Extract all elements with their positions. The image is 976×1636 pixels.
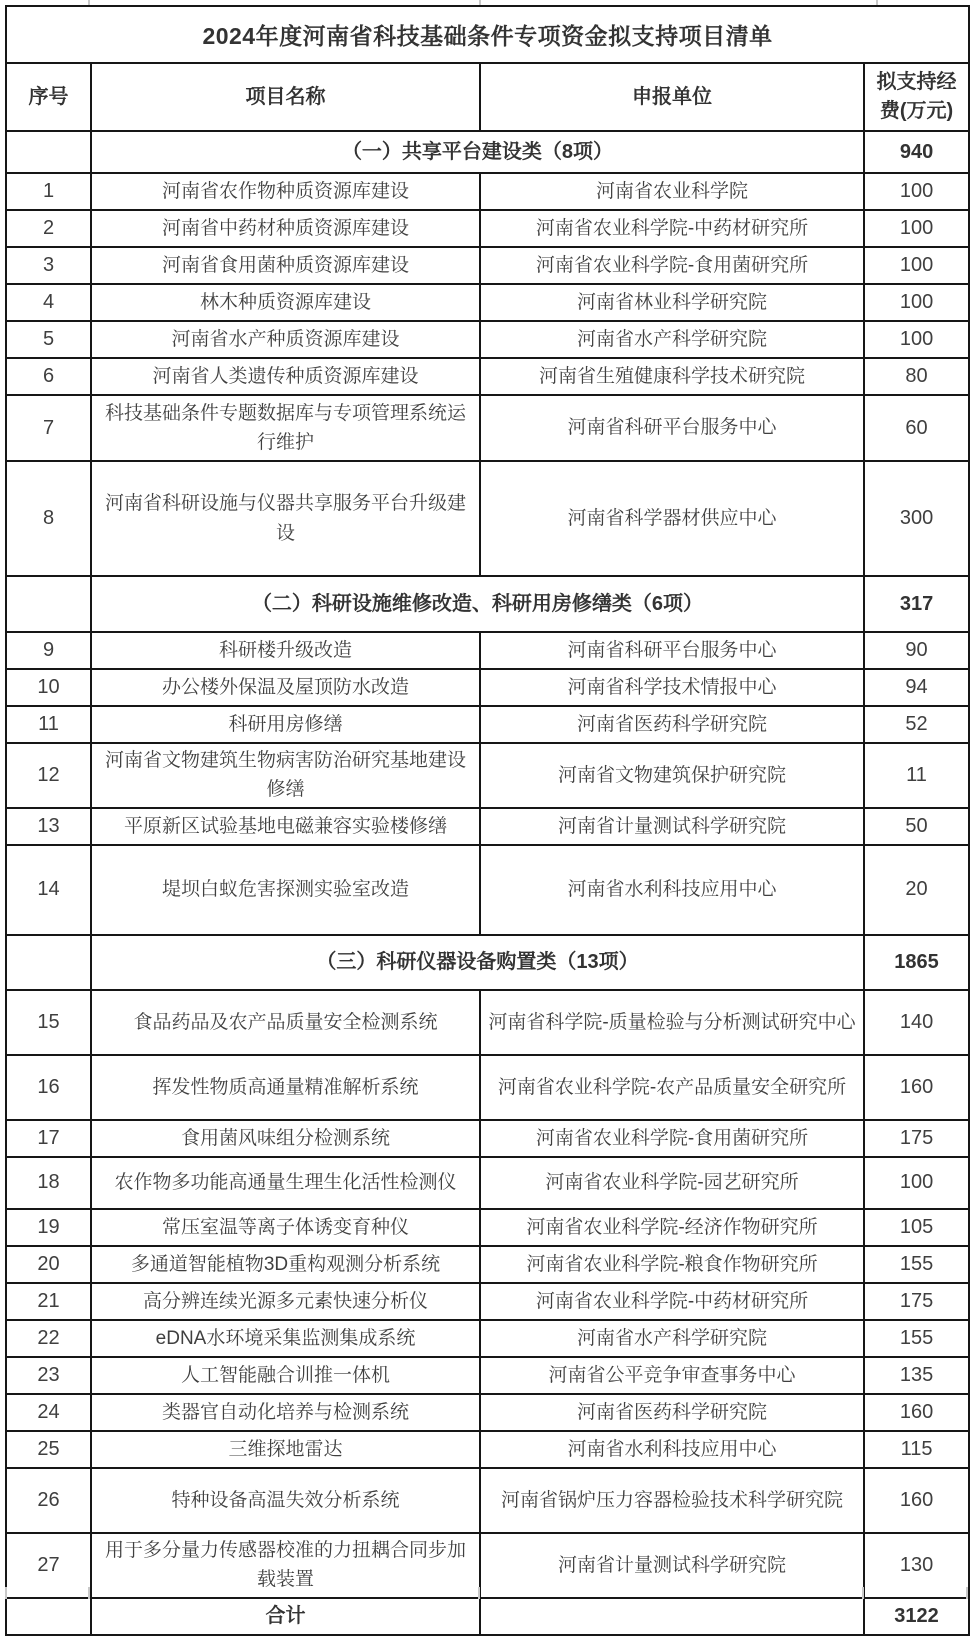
row-no-cell: 22 [6,1320,91,1357]
amount-cell: 100 [864,321,969,358]
project-name-cell: 科技基础条件专题数据库与专项管理系统运行维护 [91,395,480,461]
table-row [6,210,969,247]
applicant-unit-cell: 河南省锅炉压力容器检验技术科学研究院 [480,1468,864,1533]
row-no-cell: 1 [6,173,91,210]
project-name-cell: 高分辨连续光源多元素快速分析仪 [91,1283,480,1320]
amount-cell: 155 [864,1320,969,1357]
total-label: 合计 [91,1598,480,1635]
project-name-cell: 科研楼升级改造 [91,632,480,669]
amount-cell: 140 [864,990,969,1055]
row-no-cell: 10 [6,669,91,706]
row-no-cell: 21 [6,1283,91,1320]
project-name-cell: 河南省科研设施与仪器共享服务平台升级建设 [91,461,480,576]
amount-cell: 100 [864,210,969,247]
amount-cell: 175 [864,1120,969,1157]
project-name-cell: 办公楼外保温及屋顶防水改造 [91,669,480,706]
amount-cell: 100 [864,247,969,284]
row-no-cell: 4 [6,284,91,321]
row-no-cell: 26 [6,1468,91,1533]
amount-cell: 90 [864,632,969,669]
row-no-cell: 27 [6,1533,91,1598]
applicant-unit-cell: 河南省水利科技应用中心 [480,1431,864,1468]
applicant-unit-cell: 河南省农业科学院-食用菌研究所 [480,1120,864,1157]
applicant-unit-cell: 河南省农业科学院-中药材研究所 [480,1283,864,1320]
row-no-cell: 8 [6,461,91,576]
section-subtotal: 317 [864,576,969,632]
table-row [6,632,969,669]
section-header-row [6,576,969,632]
project-name-cell: 食用菌风味组分检测系统 [91,1120,480,1157]
table-row [6,173,969,210]
table-row [6,1320,969,1357]
table-row [6,461,969,576]
applicant-unit-cell: 河南省农业科学院 [480,173,864,210]
row-no-cell: 25 [6,1431,91,1468]
row-no-cell: 5 [6,321,91,358]
funding-table [5,5,970,1636]
col-header-unit: 申报单位 [480,63,864,131]
applicant-unit-cell: 河南省科学器材供应中心 [480,461,864,576]
project-name-cell: 特种设备高温失效分析系统 [91,1468,480,1533]
applicant-unit-cell: 河南省水利科技应用中心 [480,845,864,935]
col-header-amount [864,63,969,131]
applicant-unit-cell: 河南省医药科学研究院 [480,1394,864,1431]
amount-cell: 52 [864,706,969,743]
project-name-cell: 常压室温等离子体诱变育种仪 [91,1209,480,1246]
applicant-unit-cell: 河南省农业科学院-园艺研究所 [480,1157,864,1209]
project-name-cell: 河南省中药材种质资源库建设 [91,210,480,247]
amount-cell: 100 [864,1157,969,1209]
row-no-cell: 18 [6,1157,91,1209]
column-header-row [6,63,969,131]
table-row [6,706,969,743]
project-name-cell: 农作物多功能高通量生理生化活性检测仪 [91,1157,480,1209]
applicant-unit-cell: 河南省农业科学院-食用菌研究所 [480,247,864,284]
table-row [6,990,969,1055]
amount-cell: 300 [864,461,969,576]
amount-cell: 100 [864,173,969,210]
amount-cell: 115 [864,1431,969,1468]
table-row [6,1533,969,1598]
applicant-unit-cell: 河南省生殖健康科学技术研究院 [480,358,864,395]
applicant-unit-cell: 河南省农业科学院-粮食作物研究所 [480,1246,864,1283]
section-label: （二）科研设施维修改造、科研用房修缮类（6项） [91,576,864,632]
row-no-cell: 7 [6,395,91,461]
section-no-cell [6,935,91,990]
amount-cell: 80 [864,358,969,395]
table-row [6,808,969,845]
amount-cell: 105 [864,1209,969,1246]
table-row [6,247,969,284]
row-no-cell: 13 [6,808,91,845]
table-title-row [6,6,969,63]
project-name-cell: 人工智能融合训推一体机 [91,1357,480,1394]
row-no-cell: 14 [6,845,91,935]
applicant-unit-cell: 河南省农业科学院-农产品质量安全研究所 [480,1055,864,1120]
applicant-unit-cell: 河南省水产科学研究院 [480,1320,864,1357]
project-name-cell: 三维探地雷达 [91,1431,480,1468]
project-name-cell: 科研用房修缮 [91,706,480,743]
row-no-cell: 17 [6,1120,91,1157]
amount-cell: 20 [864,845,969,935]
col-header-no: 序号 [6,63,91,131]
total-amount: 3122 [864,1598,969,1635]
project-name-cell: 河南省食用菌种质资源库建设 [91,247,480,284]
applicant-unit-cell: 河南省农业科学院-中药材研究所 [480,210,864,247]
row-no-cell: 16 [6,1055,91,1120]
section-header-row [6,131,969,173]
applicant-unit-cell: 河南省科研平台服务中心 [480,632,864,669]
project-name-cell: eDNA水环境采集监测集成系统 [91,1320,480,1357]
amount-cell: 160 [864,1394,969,1431]
applicant-unit-cell: 河南省公平竞争审查事务中心 [480,1357,864,1394]
row-no-cell: 2 [6,210,91,247]
table-row [6,1246,969,1283]
section-subtotal: 940 [864,131,969,173]
row-no-cell: 19 [6,1209,91,1246]
project-name-cell: 挥发性物质高通量精准解析系统 [91,1055,480,1120]
amount-cell: 155 [864,1246,969,1283]
applicant-unit-cell: 河南省计量测试科学研究院 [480,808,864,845]
applicant-unit-cell: 河南省林业科学研究院 [480,284,864,321]
total-no-cell [6,1598,91,1635]
project-name-cell: 河南省文物建筑生物病害防治研究基地建设修缮 [91,743,480,808]
applicant-unit-cell: 河南省医药科学研究院 [480,706,864,743]
section-subtotal: 1865 [864,935,969,990]
row-no-cell: 24 [6,1394,91,1431]
amount-cell: 100 [864,284,969,321]
table-row [6,358,969,395]
table-row [6,284,969,321]
amount-cell: 130 [864,1533,969,1598]
applicant-unit-cell: 河南省科学院-质量检验与分析测试研究中心 [480,990,864,1055]
table-row [6,1394,969,1431]
table-row [6,321,969,358]
col-header-project: 项目名称 [91,63,480,131]
applicant-unit-cell: 河南省科学技术情报中心 [480,669,864,706]
amount-cell: 160 [864,1055,969,1120]
project-name-cell: 林木种质资源库建设 [91,284,480,321]
table-row [6,845,969,935]
table-row [6,669,969,706]
row-no-cell: 6 [6,358,91,395]
table-title: 2024年度河南省科技基础条件专项资金拟支持项目清单 [6,6,969,63]
amount-cell: 50 [864,808,969,845]
project-name-cell: 多通道智能植物3D重构观测分析系统 [91,1246,480,1283]
project-name-cell: 类器官自动化培养与检测系统 [91,1394,480,1431]
table-row [6,1283,969,1320]
col-header-amount-label: 拟支持经费(万元) [876,71,957,122]
amount-cell: 11 [864,743,969,808]
row-no-cell: 12 [6,743,91,808]
project-name-cell: 堤坝白蚁危害探测实验室改造 [91,845,480,935]
section-header-row [6,935,969,990]
row-no-cell: 15 [6,990,91,1055]
amount-cell: 135 [864,1357,969,1394]
table-row [6,1431,969,1468]
amount-cell: 160 [864,1468,969,1533]
applicant-unit-cell: 河南省计量测试科学研究院 [480,1533,864,1598]
row-no-cell: 20 [6,1246,91,1283]
total-unit-cell [480,1598,864,1635]
applicant-unit-cell: 河南省文物建筑保护研究院 [480,743,864,808]
table-row [6,1209,969,1246]
table-row [6,395,969,461]
row-no-cell: 9 [6,632,91,669]
project-name-cell: 食品药品及农产品质量安全检测系统 [91,990,480,1055]
row-no-cell: 11 [6,706,91,743]
applicant-unit-cell: 河南省水产科学研究院 [480,321,864,358]
table-row [6,1055,969,1120]
table-row [6,1157,969,1209]
table-row [6,1357,969,1394]
amount-cell: 60 [864,395,969,461]
amount-cell: 94 [864,669,969,706]
project-name-cell: 用于多分量力传感器校准的力扭耦合同步加载装置 [91,1533,480,1598]
section-label: （三）科研仪器设备购置类（13项） [91,935,864,990]
applicant-unit-cell: 河南省农业科学院-经济作物研究所 [480,1209,864,1246]
table-row [6,743,969,808]
project-name-cell: 河南省农作物种质资源库建设 [91,173,480,210]
section-no-cell [6,576,91,632]
row-no-cell: 3 [6,247,91,284]
table-row [6,1120,969,1157]
table-row [6,1468,969,1533]
amount-cell: 175 [864,1283,969,1320]
project-name-cell: 河南省水产种质资源库建设 [91,321,480,358]
project-name-cell: 平原新区试验基地电磁兼容实验楼修缮 [91,808,480,845]
applicant-unit-cell: 河南省科研平台服务中心 [480,395,864,461]
total-row [6,1598,969,1635]
section-label: （一）共享平台建设类（8项） [91,131,864,173]
row-no-cell: 23 [6,1357,91,1394]
section-no-cell [6,131,91,173]
project-name-cell: 河南省人类遗传种质资源库建设 [91,358,480,395]
